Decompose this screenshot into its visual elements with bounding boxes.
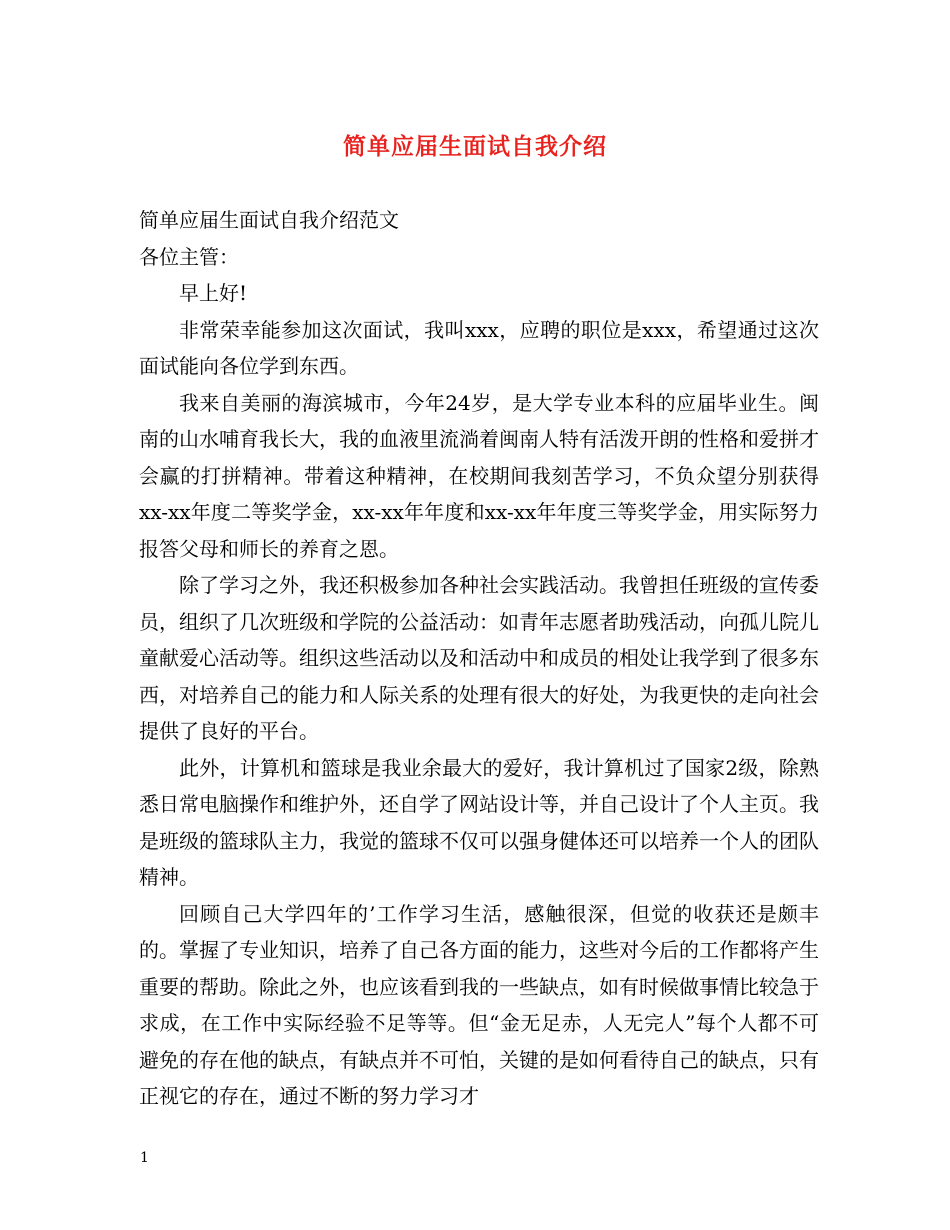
paragraph-hobbies: 此外，计算机和篮球是我业余最大的爱好，我计算机过了国家2级，除熟悉日常电脑操作和维护外，还自学了网站设计等，并自己设计了个人主页。我是班级的篮球队主力，我觉的篮球不仅可以强身健体还可以培养一个人的团队精神。 (139, 755, 819, 889)
salutation: 各位主管： (139, 244, 239, 269)
paragraph-intro: 非常荣幸能参加这次面试，我叫xxx，应聘的职位是xxx，希望通过这次面试能向各位学到东西。 (139, 317, 819, 378)
paragraph-activities: 除了学习之外，我还积极参加各种社会实践活动。我曾担任班级的宣传委员，组织了几次班级和学院的公益活动：如青年志愿者助残活动，向孤儿院儿童献爱心活动等。组织这些活动以及和活动中和成员的相处让我学到了很多东西，对培养自己的能力和人际关系的处理有很大的好处，为我更快的走向社会提供了良好的平台。 (139, 573, 819, 743)
page-number: 1 (140, 1150, 149, 1166)
document-subtitle: 简单应届生面试自我介绍范文 (139, 208, 399, 232)
document-title: 简单应届生面试自我介绍 (343, 133, 607, 160)
greeting: 早上好! (179, 281, 248, 305)
paragraph-reflection: 回顾自己大学四年的’工作学习生活，感触很深，但觉的收获还是颇丰的。掌握了专业知识，培养了自己各方面的能力，这些对今后的工作都将产生重要的帮助。除此之外，也应该看到我的一些缺点，如有时候做事情比较急于求成，在工作中实际经验不足等等。但“金无足赤，人无完人”每个人都不可避免的存在他的缺点，有缺点并不可怕，关键的是如何看待自己的缺点，只有正视它的存在，通过不断的努力学习才 (139, 901, 819, 1108)
paragraph-background: 我来自美丽的海滨城市，今年24岁，是大学专业本科的应届毕业生。闽南的山水哺育我长大，我的血液里流淌着闽南人特有活泼开朗的性格和爱拼才会赢的打拼精神。带着这种精神，在校期间我刻苦学习，不负众望分别获得xx-xx年度二等奖学金，xx-xx年年度和xx-xx年年度三等奖学金，用实际努力报答父母和师长的养育之恩。 (139, 390, 819, 561)
document-body (139, 202, 819, 1115)
